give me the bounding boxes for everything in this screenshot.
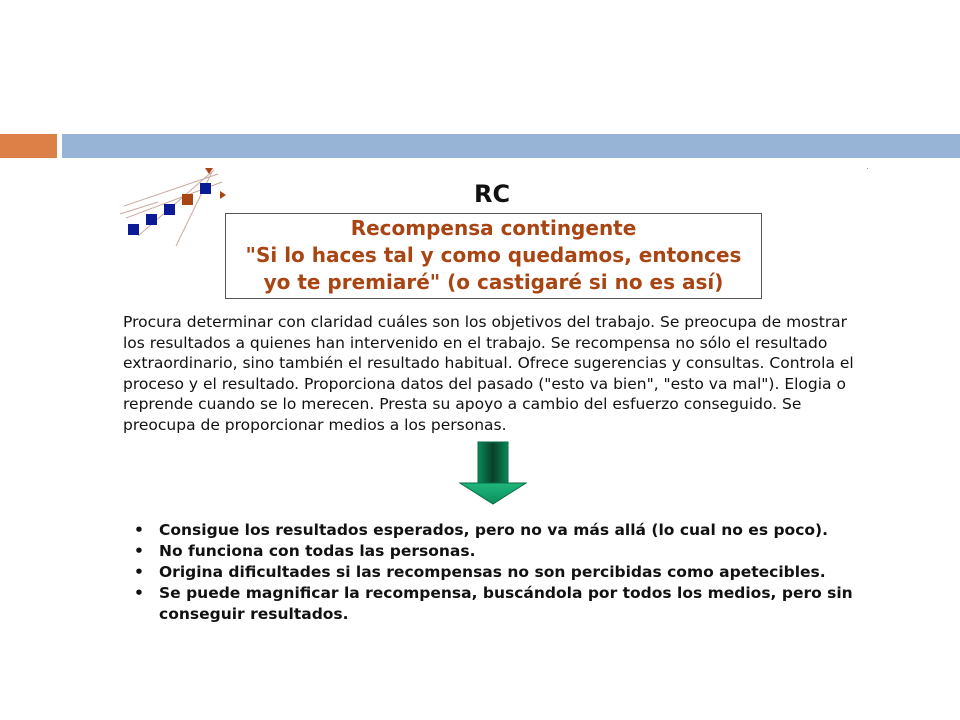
definition-box xyxy=(225,213,762,299)
bullet-glyph: • xyxy=(134,542,144,560)
header-accent-orange-bar xyxy=(0,134,57,158)
header-accent-blue-bar xyxy=(62,134,960,158)
rising-squares-graph-icon xyxy=(118,162,230,246)
list-item xyxy=(132,520,872,541)
list-item-text: Consigue los resultados esperados, pero no va más allá (lo cual no es poco). xyxy=(159,521,828,539)
down-arrow-icon xyxy=(459,441,527,505)
consequences-list xyxy=(132,520,872,625)
list-item-text: No funciona con todas las personas. xyxy=(159,542,476,560)
list-item xyxy=(132,562,872,583)
slide-heading: RC xyxy=(474,180,511,208)
bullet-glyph: • xyxy=(134,521,144,539)
description-paragraph: Procura determinar con claridad cuáles son los objetivos del trabajo. Se preocupa de mostrar los resultados a quienes han intervenido en el trabajo. Se recompensa no sólo el resultado extraordinario, sino también el resultado habitual. Ofrece sugerencias y consultas. Controla el proceso y el resultado. Proporciona datos del pasado ("esto va bien", "esto va mal"). Elogia o reprende cuando se lo merecen. Presta su apoyo a cambio del esfuerzo conseguido. Se preocupa de proporcionar medios a los personas. xyxy=(123,313,854,434)
list-item xyxy=(132,583,872,625)
definition-line-2: "Si lo haces tal y como quedamos, entonces xyxy=(245,243,742,267)
definition-line-3: yo te premiaré" (o castigaré si no es así) xyxy=(263,270,724,294)
bullet-glyph: • xyxy=(134,563,144,581)
definition-line-1: Recompensa contingente xyxy=(350,216,637,240)
list-item-text: Origina dificultades si las recompensas no son percibidas como apetecibles. xyxy=(159,563,826,581)
decorative-dot xyxy=(867,168,868,169)
list-item-text: Se puede magnificar la recompensa, buscándola por todos los medios, pero sin conseguir resultados. xyxy=(159,584,853,623)
bullet-glyph: • xyxy=(134,584,144,602)
list-item xyxy=(132,541,872,562)
